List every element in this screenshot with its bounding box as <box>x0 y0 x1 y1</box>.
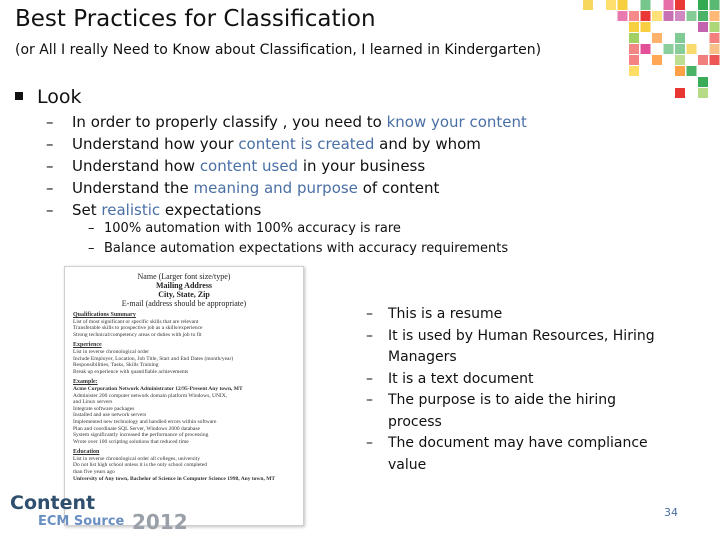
sub-bullet-item <box>46 177 527 199</box>
decorative-cube <box>687 66 697 76</box>
resume-line: Acme Corporation Network Administrator 12/95-Present Any town, MT <box>73 385 243 392</box>
sub-bullet-highlight: meaning and purpose <box>193 179 358 197</box>
decorative-cube <box>675 44 685 54</box>
slide-subtitle: (or All I really Need to Know about Classification, I learned in Kindergarten) <box>15 42 542 58</box>
resume-example <box>73 379 295 445</box>
decorative-cube <box>641 44 651 54</box>
resume-line: Transferable skills to prospective job as a skills/experience <box>73 325 203 332</box>
resume-note-text: It is a text document <box>388 370 534 387</box>
decorative-cube <box>675 88 685 98</box>
resume-thumbnail <box>64 266 304 526</box>
resume-section-heading: Experience <box>73 342 102 349</box>
decorative-cube <box>698 0 708 10</box>
sub-bullet-highlight: realistic <box>101 201 161 219</box>
sub-sub-bullet-text: 100% automation with 100% accuracy is rare <box>104 221 401 236</box>
resume-line: List in reverse chronological order all colleges, university <box>73 455 201 462</box>
decorative-cube <box>710 44 720 54</box>
slide-title: Best Practices for Classification <box>15 6 376 32</box>
sub-bullet-highlight: content used <box>199 157 299 175</box>
resume-line: Integrate software packages <box>73 405 135 412</box>
decorative-cube <box>675 11 685 21</box>
sub-bullet-text: and by whom <box>374 135 481 153</box>
logo-word-ecm: ECM Source <box>38 514 125 529</box>
main-bullet <box>15 86 82 108</box>
sub-bullet-highlight: know your content <box>386 113 527 131</box>
sub-bullet-text: expectations <box>160 201 262 219</box>
decorative-cube <box>664 11 674 21</box>
decorative-cube <box>664 0 674 10</box>
dash-icon: – <box>88 221 95 236</box>
decorative-cube <box>710 55 720 65</box>
decorative-cube <box>710 0 720 10</box>
dash-icon: – <box>366 306 373 322</box>
logo-word-content: Content <box>10 492 96 514</box>
decorative-cube <box>652 33 662 43</box>
decorative-cube <box>629 22 639 32</box>
sub-sub-bullet-text: Balance automation expectations with accuracy requirements <box>104 241 509 256</box>
decorative-cube <box>618 0 628 10</box>
sub-bullet-item <box>46 199 527 221</box>
conference-logo <box>10 492 190 536</box>
decorative-cube <box>652 55 662 65</box>
resume-note-text: The purpose is to aide the hiring process <box>388 392 616 430</box>
resume-line: Administer 200 computer network domain platform Windows, UNIX, <box>73 392 228 399</box>
dash-icon: – <box>46 179 54 197</box>
logo-year: 2012 <box>132 510 188 534</box>
sub-sub-bullet-item <box>88 239 508 259</box>
decorative-cube <box>698 55 708 65</box>
decorative-cubes-graphic <box>560 0 720 100</box>
decorative-cube <box>710 11 720 21</box>
resume-line: and Linux servers <box>73 399 113 406</box>
resume-line: Responsibilities, Tasks, Skills Training <box>73 362 159 369</box>
decorative-cube <box>675 66 685 76</box>
resume-line: Include Employer, Location, Job Title, Start and End Dates (month/year) <box>73 355 234 362</box>
decorative-cube <box>698 77 708 87</box>
dash-icon: – <box>46 201 54 219</box>
resume-line: Do not list high school unless it is the only school completed <box>73 462 207 469</box>
resume-name: Name (Larger font size/type) <box>137 272 231 281</box>
decorative-cube <box>641 22 651 32</box>
decorative-cube <box>698 22 708 32</box>
decorative-cube <box>583 0 593 10</box>
resume-note-item <box>366 433 666 476</box>
decorative-cube <box>618 11 628 21</box>
resume-note-item <box>366 326 666 369</box>
resume-section-heading: Education <box>73 449 100 456</box>
dash-icon: – <box>46 113 54 131</box>
decorative-cube <box>698 11 708 21</box>
dash-icon: – <box>88 241 95 256</box>
decorative-cube <box>710 33 720 43</box>
main-bullet-label: Look <box>37 86 82 108</box>
resume-line: List of most significant or specific skills that are relevant <box>73 318 199 325</box>
sub-sub-bullet-item <box>88 219 508 239</box>
sub-bullet-text: Understand how <box>72 157 200 175</box>
resume-education <box>73 449 295 482</box>
decorative-cube <box>629 11 639 21</box>
sub-bullet-text: Understand how your <box>72 135 239 153</box>
decorative-cube <box>629 33 639 43</box>
dash-icon: – <box>46 135 54 153</box>
resume-experience <box>73 342 295 375</box>
resume-note-text: It is used by Human Resources, Hiring Managers <box>388 327 655 365</box>
resume-qualifications <box>73 312 295 338</box>
dash-icon: – <box>366 370 373 387</box>
dash-icon: – <box>366 392 373 408</box>
resume-note-item <box>366 369 666 391</box>
resume-line: Break up experience with quantifiable achievements <box>73 368 189 375</box>
resume-note-item <box>366 304 666 326</box>
resume-note-text: The document may have compliance value <box>388 435 648 473</box>
dash-icon: – <box>46 157 54 175</box>
resume-email: E-mail (address should be appropriate) <box>121 299 247 308</box>
dash-icon: – <box>366 327 373 344</box>
resume-city: City, State, Zip <box>158 290 210 299</box>
dash-icon: – <box>366 435 373 451</box>
square-bullet-icon <box>15 92 23 100</box>
decorative-cube <box>675 33 685 43</box>
resume-line: University of Any town, Bachelor of Science in Computer Science 1998, Any town, MT <box>73 475 276 482</box>
resume-section-heading: Example: <box>73 379 98 386</box>
sub-bullet-list <box>46 111 527 221</box>
resume-line: System significantly increased the performance of processing <box>73 432 209 439</box>
sub-bullet-text: of content <box>357 179 440 197</box>
decorative-cube <box>629 44 639 54</box>
decorative-cube <box>652 11 662 21</box>
sub-bullet-item <box>46 111 527 133</box>
sub-bullet-item <box>46 133 527 155</box>
resume-notes-list <box>366 304 666 476</box>
sub-bullet-text: in your business <box>298 157 426 175</box>
decorative-cube <box>687 44 697 54</box>
sub-bullet-item <box>46 155 527 177</box>
sub-bullet-text: Set <box>72 201 102 219</box>
resume-line: Installed and use network servers <box>73 412 147 419</box>
resume-header <box>65 272 303 308</box>
page-number: 34 <box>664 506 678 519</box>
resume-section-heading: Qualifications Summary <box>73 312 136 318</box>
resume-line: than five years ago <box>73 469 115 476</box>
decorative-cube <box>664 44 674 54</box>
sub-sub-bullet-list <box>88 219 508 259</box>
decorative-cube <box>641 0 651 10</box>
resume-note-item <box>366 390 666 433</box>
resume-note-text: This is a resume <box>388 306 503 322</box>
decorative-cube <box>687 11 697 21</box>
decorative-cube <box>675 0 685 10</box>
decorative-cube <box>606 0 616 10</box>
resume-address: Mailing Address <box>155 281 213 290</box>
decorative-cube <box>698 88 708 98</box>
sub-bullet-highlight: content is created <box>238 135 375 153</box>
decorative-cube <box>710 22 720 32</box>
resume-line: Strong technical/competency areas or duties with job to fit <box>73 331 202 338</box>
sub-bullet-text: Understand the <box>72 179 194 197</box>
decorative-cube <box>675 55 685 65</box>
sub-bullet-text: In order to properly classify , you need to <box>72 113 387 131</box>
resume-line: List in reverse chronological order <box>73 348 150 355</box>
resume-line: Wrote over 100 scripting solutions that reduced time <box>73 438 189 445</box>
decorative-cube <box>641 11 651 21</box>
decorative-cube <box>629 66 639 76</box>
resume-line: Plan and coordinate SQL Server, Windows 2000 database <box>73 425 200 432</box>
resume-line: Implemented new technology and handled errors within software <box>73 418 217 425</box>
decorative-cube <box>629 55 639 65</box>
